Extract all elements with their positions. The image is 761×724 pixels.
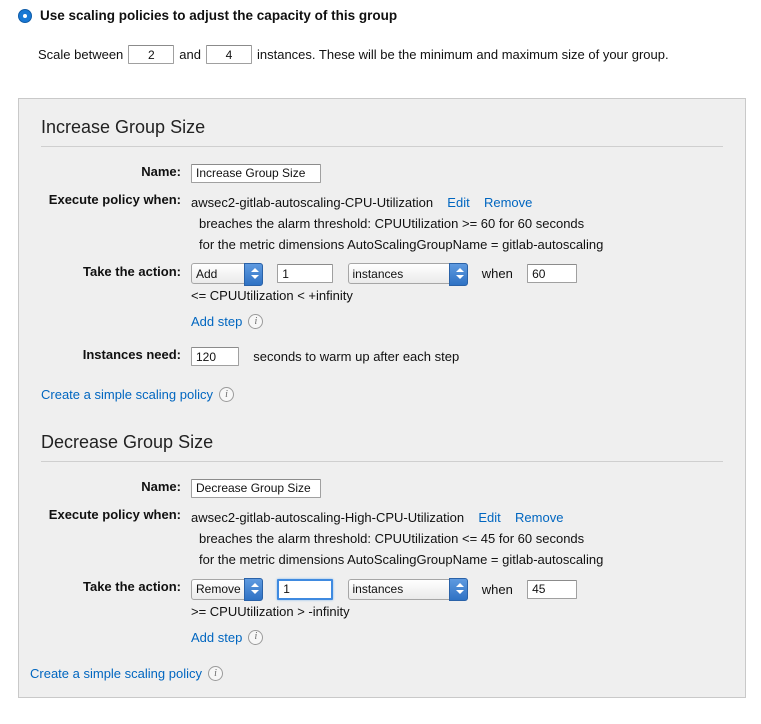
policy-increase-group-size (41, 115, 723, 402)
create-simple-scaling-policy-link-bottom[interactable]: Create a simple scaling policy (30, 666, 202, 681)
policy-title: Increase Group Size (41, 117, 206, 137)
action-unit-select-wrap[interactable] (348, 263, 468, 285)
action-type-select-wrap[interactable] (191, 578, 263, 600)
action-amount-input[interactable] (277, 264, 333, 283)
edit-alarm-link[interactable]: Edit (447, 195, 470, 210)
policy-name-row (41, 476, 723, 498)
add-step-link[interactable]: Add step (191, 629, 243, 645)
scale-between-row (0, 23, 761, 64)
policy-action-row (41, 576, 723, 647)
action-unit-select[interactable] (348, 263, 468, 284)
alarm-dimensions-line: for the metric dimensions AutoScalingGroupName = gitlab-autoscaling (199, 552, 604, 568)
policy-decrease-group-size (41, 430, 723, 647)
policy-execute-label: Execute policy when: (48, 192, 181, 207)
step-threshold-input[interactable] (527, 580, 577, 599)
min-size-input[interactable] (128, 45, 174, 64)
policy-name-input[interactable] (191, 164, 321, 183)
edit-alarm-link[interactable]: Edit (478, 510, 501, 526)
create-simple-scaling-policy-link[interactable]: Create a simple scaling policy (41, 387, 213, 403)
policy-name-label: Name: (141, 479, 181, 495)
divider (41, 461, 723, 462)
action-type-select[interactable] (191, 263, 263, 284)
simple-policy-row-bottom (30, 666, 223, 681)
action-unit-select[interactable] (348, 579, 468, 600)
add-step-link[interactable]: Add step (191, 314, 243, 330)
policy-title: Decrease Group Size (41, 432, 214, 453)
when-label: when (481, 266, 513, 282)
step-condition-text: >= CPUUtilization > -infinity (191, 603, 350, 619)
info-icon[interactable]: i (219, 387, 234, 402)
alarm-threshold-line: breaches the alarm threshold: CPUUtilization <= 45 for 60 seconds (199, 531, 585, 547)
action-type-select[interactable] (191, 579, 263, 600)
policy-execute-row (41, 189, 723, 255)
action-type-select-wrap[interactable] (191, 263, 263, 285)
warmup-seconds-input[interactable] (191, 347, 239, 366)
alarm-dimensions-line: for the metric dimensions AutoScalingGroupName = gitlab-autoscaling (199, 237, 604, 252)
max-size-input[interactable] (206, 45, 252, 64)
policy-action-row (41, 261, 723, 332)
action-unit-select-wrap[interactable] (348, 578, 468, 600)
scale-between-suffix: instances. These will be the minimum and maximum size of your group. (256, 47, 669, 62)
when-label: when (481, 581, 513, 597)
policy-name-row (41, 161, 723, 183)
policy-action-label: Take the action: (82, 264, 181, 279)
step-condition-text: <= CPUUtilization < +infinity (191, 288, 353, 304)
policy-warmup-row (41, 344, 723, 367)
scaling-policies-radio-label: Use scaling policies to adjust the capacity of this group (40, 8, 398, 23)
simple-policy-row-top (41, 373, 723, 402)
remove-alarm-link[interactable]: Remove (483, 195, 533, 210)
scale-between-conjunction: and (179, 47, 201, 62)
step-threshold-input[interactable] (527, 264, 577, 283)
alarm-threshold-line: breaches the alarm threshold: CPUUtilization >= 60 for 60 seconds (199, 216, 585, 231)
alarm-name: awsec2-gitlab-autoscaling-High-CPU-Utilization (191, 510, 465, 526)
scale-between-prefix: Scale between (38, 47, 124, 62)
policies-panel (18, 98, 746, 698)
info-icon[interactable]: i (248, 314, 263, 329)
info-icon[interactable]: i (248, 630, 263, 645)
policy-execute-label: Execute policy when: (48, 507, 181, 523)
policy-execute-row (41, 504, 723, 570)
warmup-suffix-text: seconds to warm up after each step (253, 349, 460, 365)
policy-warmup-label: Instances need: (82, 347, 181, 363)
alarm-name: awsec2-gitlab-autoscaling-CPU-Utilization (191, 195, 434, 210)
policy-name-input[interactable] (191, 479, 321, 498)
remove-alarm-link[interactable]: Remove (515, 510, 564, 526)
add-step-row (191, 311, 723, 332)
radio-selected-icon[interactable] (18, 9, 32, 23)
policy-name-label: Name: (141, 164, 181, 179)
divider (41, 146, 723, 147)
action-amount-input[interactable] (277, 579, 333, 600)
info-icon[interactable]: i (208, 666, 223, 681)
scaling-policies-radio-row[interactable] (0, 0, 761, 23)
add-step-row (191, 627, 723, 648)
policy-action-label: Take the action: (82, 579, 181, 595)
